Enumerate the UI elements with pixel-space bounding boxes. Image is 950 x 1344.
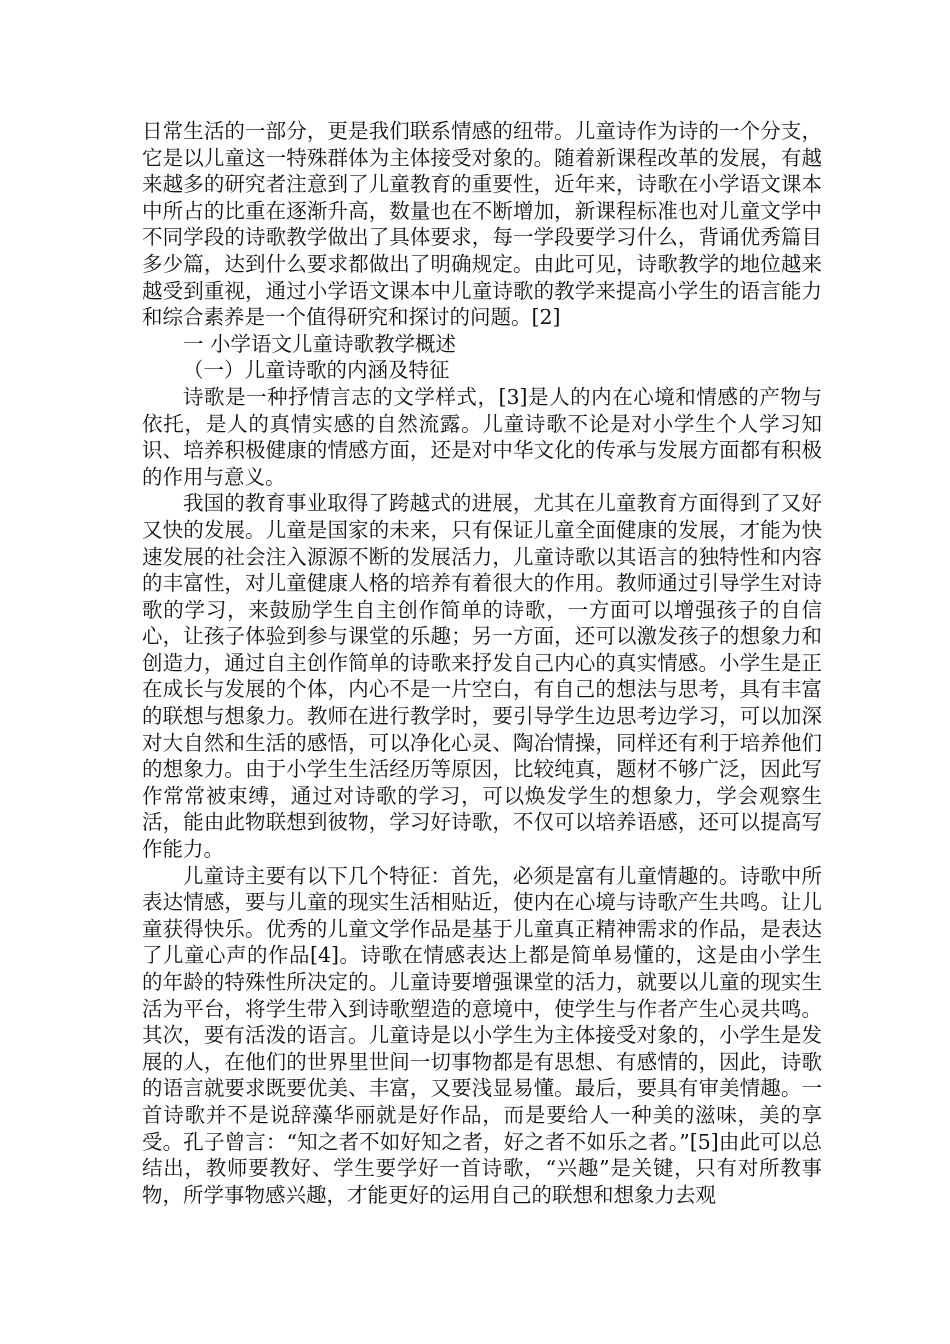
body-paragraph-development: 我国的教育事业取得了跨越式的进展，尤其在儿童教育方面得到了又好又快的发展。儿童是国家的未来，只有保证儿童全面健康的发展，才能为快速发展的社会注入源源不断的发展活力，儿童诗歌以其语言的独特性和内容的丰富性，对儿童健康人格的培养有着很大的作用。教师通过引导学生对诗歌的学习，来鼓励学生自主创作简单的诗歌，一方面可以增强孩子的自信心，让孩子体验到参与课堂的乐趣；另一方面，还可以激发孩子的想象力和创造力，通过自主创作简单的诗歌来抒发自己内心的真实情感。小学生是正在成长与发展的个体，内心不是一片空白，有自己的想法与思考，具有丰富的联想与想象力。教师在进行教学时，要引导学生边思考边学习，可以加深对大自然和生活的感悟，可以净化心灵、陶冶情操，同样还有利于培养他们的想象力。由于小学生生活经历等原因，比较纯真，题材不够广泛，因此写作常常被束缚，通过对诗歌的学习，可以焕发学生的想象力，学会观察生活，能由此物联想到彼物，学习好诗歌，不仅可以培养语感，还可以提高写作能力。 [142, 491, 822, 862]
section-heading: 一 小学语文儿童诗歌教学概述 [183, 331, 457, 356]
body-paragraph-definition: 诗歌是一种抒情言志的文学样式，[3]是人的内在心境和情感的产物与依托，是人的真情实感的自然流露。儿童诗歌不论是对小学生个人学习知识、培养积极健康的情感方面，还是对中华文化的传承与发展方面都有积极的作用与意义。 [142, 384, 822, 489]
body-paragraph-features: 儿童诗主要有以下几个特征：首先，必须是富有儿童情趣的。诗歌中所表达情感，要与儿童的现实生活相贴近，使内在心境与诗歌产生共鸣。让儿童获得快乐。优秀的儿童文学作品是基于儿童真正精神需求的作品，是表达了儿童心声的作品[4]。诗歌在情感表达上都是简单易懂的，这是由小学生的年龄的特殊性所决定的。儿童诗要增强课堂的活力，就要以儿童的现实生活为平台，将学生带入到诗歌塑造的意境中，使学生与作者产生心灵共鸣。其次，要有活泼的语言。儿童诗是以小学生为主体接受对象的，小学生是发展的人，在他们的世界里世间一切事物都是有思想、有感情的，因此，诗歌的语言就要求既要优美、丰富，又要浅显易懂。最后，要具有审美情趣。一首诗歌并不是说辞藻华丽就是好作品，而是要给人一种美的滋味，美的享受。孔子曾言：“知之者不如好知之者，好之者不如乐之者。”[5]由此可以总结出，教师要教好、学生要学好一首诗歌，“兴趣”是关键，只有对所教事物，所学事物感兴趣，才能更好的运用自己的联想和想象力去观 [142, 863, 822, 1207]
intro-paragraph: 日常生活的一部分，更是我们联系情感的纽带。儿童诗作为诗的一个分支，它是以儿童这一特殊群体为主体接受对象的。随着新课程改革的发展，有越来越多的研究者注意到了儿童教育的重要性，近年来，诗歌在小学语文课本中所占的比重在逐渐升高，数量也在不断增加，新课程标准也对儿童文学中不同学段的诗歌教学做出了具体要求，每一学段要学习什么，背诵优秀篇目多少篇，达到什么要求都做出了明确规定。由此可见，诗歌教学的地位越来越受到重视，通过小学语文课本中儿童诗歌的教学来提高小学生的语言能力和综合素养是一个值得研究和探讨的问题。[2] [142, 119, 822, 330]
subsection-heading: （一）儿童诗歌的内涵及特征 [183, 358, 450, 383]
document-page [142, 118, 822, 1208]
